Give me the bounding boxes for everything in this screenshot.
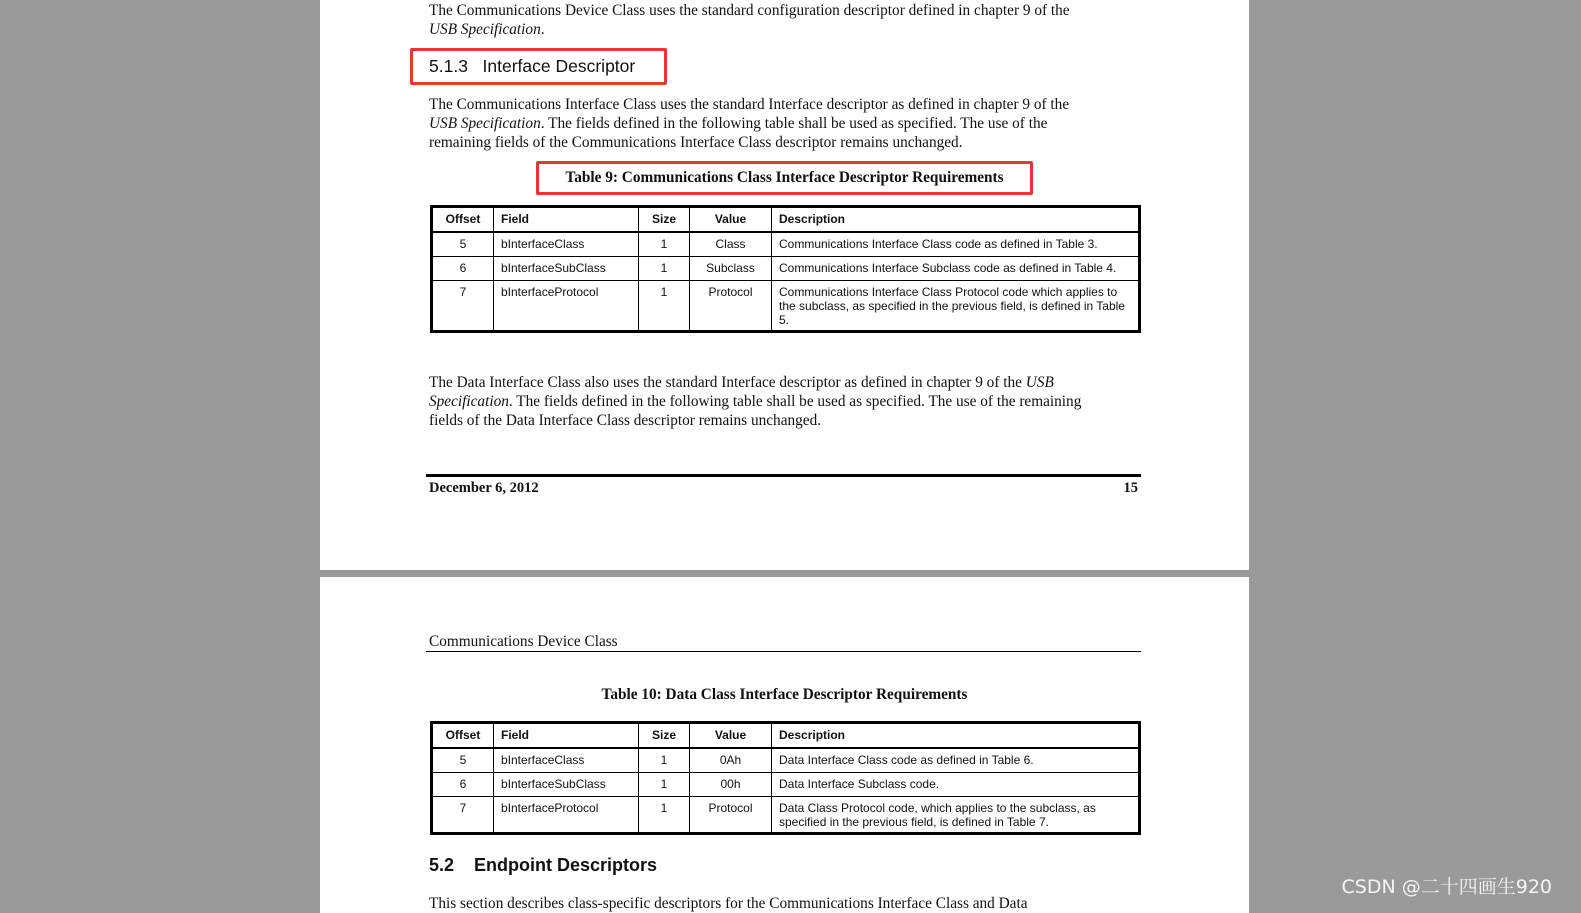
cell-size: 1 (639, 748, 690, 773)
cell-size: 1 (639, 256, 690, 281)
intro-text: The Communications Device Class uses the standard configuration descriptor defined in chapter 9 of the (429, 2, 1070, 19)
intro-period: . (540, 21, 545, 38)
header-field: Field (494, 723, 639, 748)
table-10 (430, 721, 1141, 835)
table-9 (430, 205, 1141, 333)
section-title: Interface Descriptor (482, 56, 636, 76)
document-page-16 (320, 577, 1249, 913)
para2-usb: USB (1025, 374, 1054, 391)
cell-size: 1 (639, 797, 690, 834)
footer-page-number: 15 (1123, 480, 1138, 496)
cell-description: Communications Interface Subclass code as defined in Table 4. (772, 256, 1140, 281)
cell-size: 1 (639, 232, 690, 257)
table-row (432, 748, 1140, 773)
cell-field: bInterfaceSubClass (494, 772, 639, 797)
header-value: Value (690, 723, 772, 748)
para2-line2: . The fields defined in the following table shall be used as specified. The use of the remaining (508, 393, 1082, 410)
cell-offset: 7 (432, 281, 494, 332)
section-heading-5-2 (429, 855, 657, 876)
cell-field: bInterfaceProtocol (494, 797, 639, 834)
table-header-row (432, 723, 1140, 748)
cell-description: Data Interface Subclass code. (772, 772, 1140, 797)
cell-offset: 5 (432, 232, 494, 257)
table-row (432, 772, 1140, 797)
cell-offset: 5 (432, 748, 494, 773)
header-offset: Offset (432, 207, 494, 232)
cell-offset: 6 (432, 256, 494, 281)
cell-description: Data Interface Class code as defined in Table 6. (772, 748, 1140, 773)
cell-size: 1 (639, 281, 690, 332)
table-header-row (432, 207, 1140, 232)
footer-date: December 6, 2012 (429, 480, 539, 496)
table-9-caption: Table 9: Communications Class Interface Descriptor Requirements (565, 169, 1004, 186)
table-row (432, 797, 1140, 834)
cell-value: Class (690, 232, 772, 257)
cell-description: Communications Interface Class Protocol code which applies to the subclass, as specified in the previous field, is defined in Table 5. (772, 281, 1140, 332)
cell-field: bInterfaceClass (494, 748, 639, 773)
cell-field: bInterfaceClass (494, 232, 639, 257)
intro-paragraph (429, 1, 1149, 39)
csdn-watermark: CSDN @二十四画生920 (1341, 876, 1552, 898)
cell-value: 00h (690, 772, 772, 797)
para1-line3: remaining fields of the Communications Interface Class descriptor remains unchanged. (429, 134, 963, 151)
section-5-2-intro: This section describes class-specific descriptors for the Communications Interface Class and Data (429, 895, 1028, 912)
section-title: Endpoint Descriptors (474, 855, 658, 875)
para2-line3: fields of the Data Interface Class descriptor remains unchanged. (429, 412, 822, 429)
header-field: Field (494, 207, 639, 232)
cell-value: Subclass (690, 256, 772, 281)
document-page-15 (320, 0, 1249, 570)
header-value: Value (690, 207, 772, 232)
para2-line1: The Data Interface Class also uses the standard Interface descriptor as defined in chapter 9 of the (429, 374, 1022, 391)
intro-usb-spec: USB Specification (429, 21, 541, 38)
table-10-caption: Table 10: Data Class Interface Descriptor Requirements (601, 686, 968, 703)
header-rule (426, 651, 1141, 652)
cell-description: Data Class Protocol code, which applies to the subclass, as specified in the previous field, is defined in Table 7. (772, 797, 1140, 834)
header-description: Description (772, 207, 1140, 232)
para1-usb-spec: USB Specification (429, 115, 541, 132)
para1-line2: . The fields defined in the following table shall be used as specified. The use of the (540, 115, 1048, 132)
header-offset: Offset (432, 723, 494, 748)
table-row (432, 281, 1140, 332)
cell-field: bInterfaceSubClass (494, 256, 639, 281)
header-size: Size (639, 207, 690, 232)
table-row (432, 256, 1140, 281)
cell-value: Protocol (690, 281, 772, 332)
cell-offset: 7 (432, 797, 494, 834)
table-row (432, 232, 1140, 257)
cell-field: bInterfaceProtocol (494, 281, 639, 332)
header-size: Size (639, 723, 690, 748)
cell-size: 1 (639, 772, 690, 797)
cell-offset: 6 (432, 772, 494, 797)
cell-value: Protocol (690, 797, 772, 834)
para2-specification: Specification (429, 393, 509, 410)
cell-value: 0Ah (690, 748, 772, 773)
header-description: Description (772, 723, 1140, 748)
section-number: 5.1.3 (429, 56, 468, 76)
section-number: 5.2 (429, 855, 455, 875)
cell-description: Communications Interface Class code as defined in Table 3. (772, 232, 1140, 257)
footer-rule (426, 474, 1141, 477)
section-heading-5-1-3 (429, 56, 635, 77)
running-header: Communications Device Class (429, 633, 618, 650)
data-interface-paragraph (429, 373, 1149, 430)
para1-line1: The Communications Interface Class uses the standard Interface descriptor as defined in chapter 9 of the (429, 96, 1070, 113)
interface-paragraph (429, 95, 1149, 152)
